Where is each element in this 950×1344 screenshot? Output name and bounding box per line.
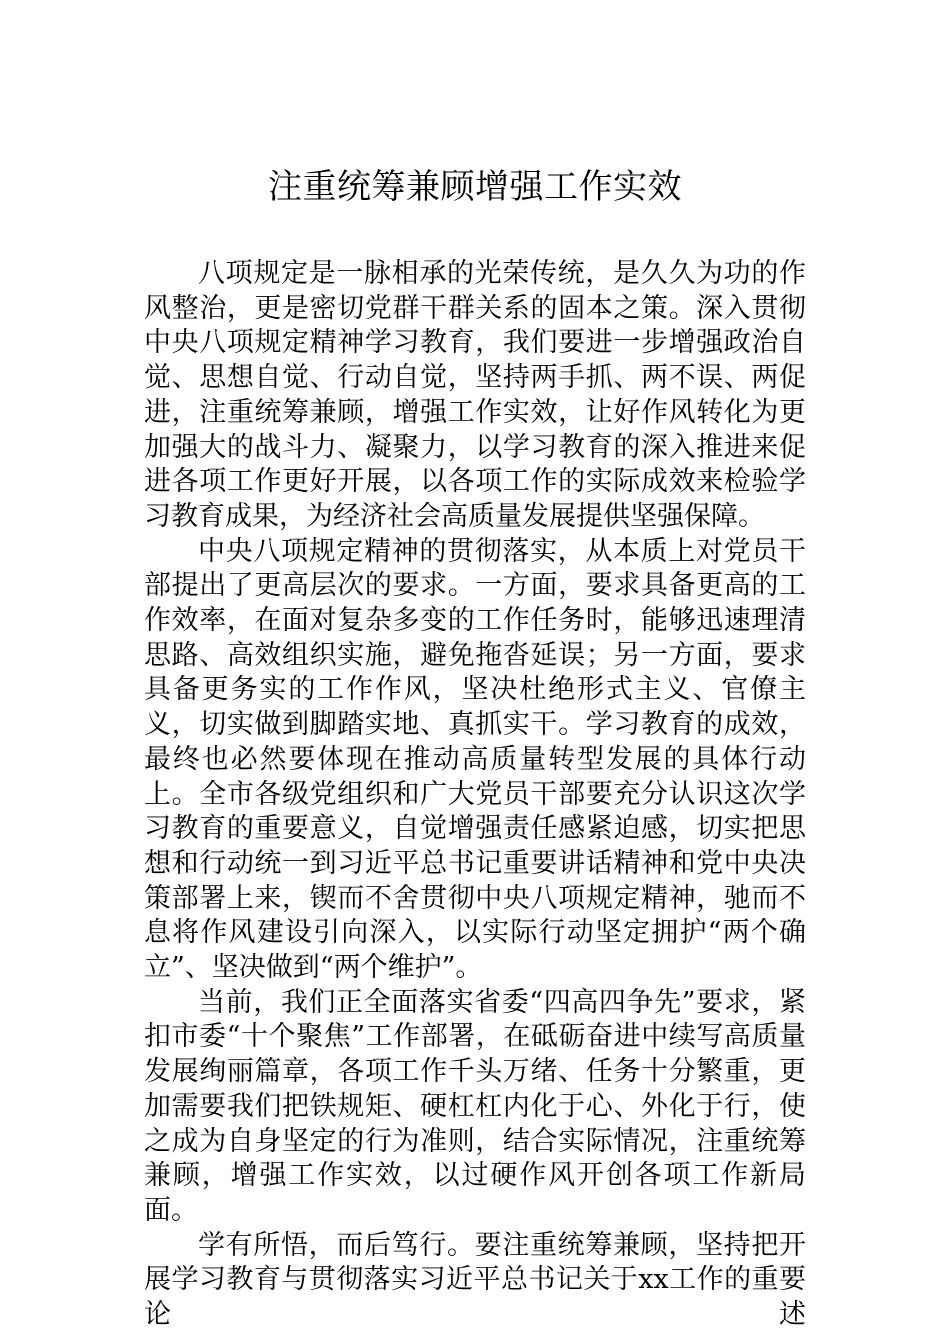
paragraph-4: 学有所悟，而后笃行。要注重统筹兼顾，坚持把开展学习教育与贯彻落实习近平总书记关于xx工作的重要论述 [144, 1229, 806, 1331]
document-body [144, 257, 806, 1333]
paragraph-2: 中央八项规定精神的贯彻落实，从本质上对党员干部提出了更高层次的要求。一方面，要求具备更高的工作效率，在面对复杂多变的工作任务时，能够迅速理清思路、高效组织实施，避免拖沓延误；另一方面，要求具备更务实的工作作风，坚决杜绝形式主义、官僚主义，切实做到脚踏实地、真抓实干。学习教育的成效，最终也必然要体现在推动高质量转型发展的具体行动上。全市各级党组织和广大党员干部要充分认识这次学习教育的重要意义，自觉增强责任感紧迫感，切实把思想和行动统一到习近平总书记重要讲话精神和党中央决策部署上来，锲而不舍贯彻中央八项规定精神，驰而不息将作风建设引向深入，以实际行动坚定拥护“两个确立”、坚决做到“两个维护”。 [144, 535, 806, 984]
document-title: 注重统筹兼顾增强工作实效 [268, 167, 682, 207]
paragraph-1: 八项规定是一脉相承的光荣传统，是久久为功的作风整治，更是密切党群干群关系的固本之策。深入贯彻中央八项规定精神学习教育，我们要进一步增强政治自觉、思想自觉、行动自觉，坚持两手抓、两不误、两促进，注重统筹兼顾，增强工作实效，让好作风转化为更加强大的战斗力、凝聚力，以学习教育的深入推进来促进各项工作更好开展，以各项工作的实际成效来检验学习教育成果，为经济社会高质量发展提供坚强保障。 [144, 258, 806, 532]
paragraph-3: 当前，我们正全面落实省委“四高四争先”要求，紧扣市委“十个聚焦”工作部署，在砥砺奋进中续写高质量发展绚丽篇章，各项工作千头万绪、任务十分繁重，更加需要我们把铁规矩、硬杠杠内化于心、外化于行，使之成为自身坚定的行为准则，结合实际情况，注重统筹兼顾，增强工作实效，以过硬作风开创各项工作新局面。 [144, 986, 806, 1226]
